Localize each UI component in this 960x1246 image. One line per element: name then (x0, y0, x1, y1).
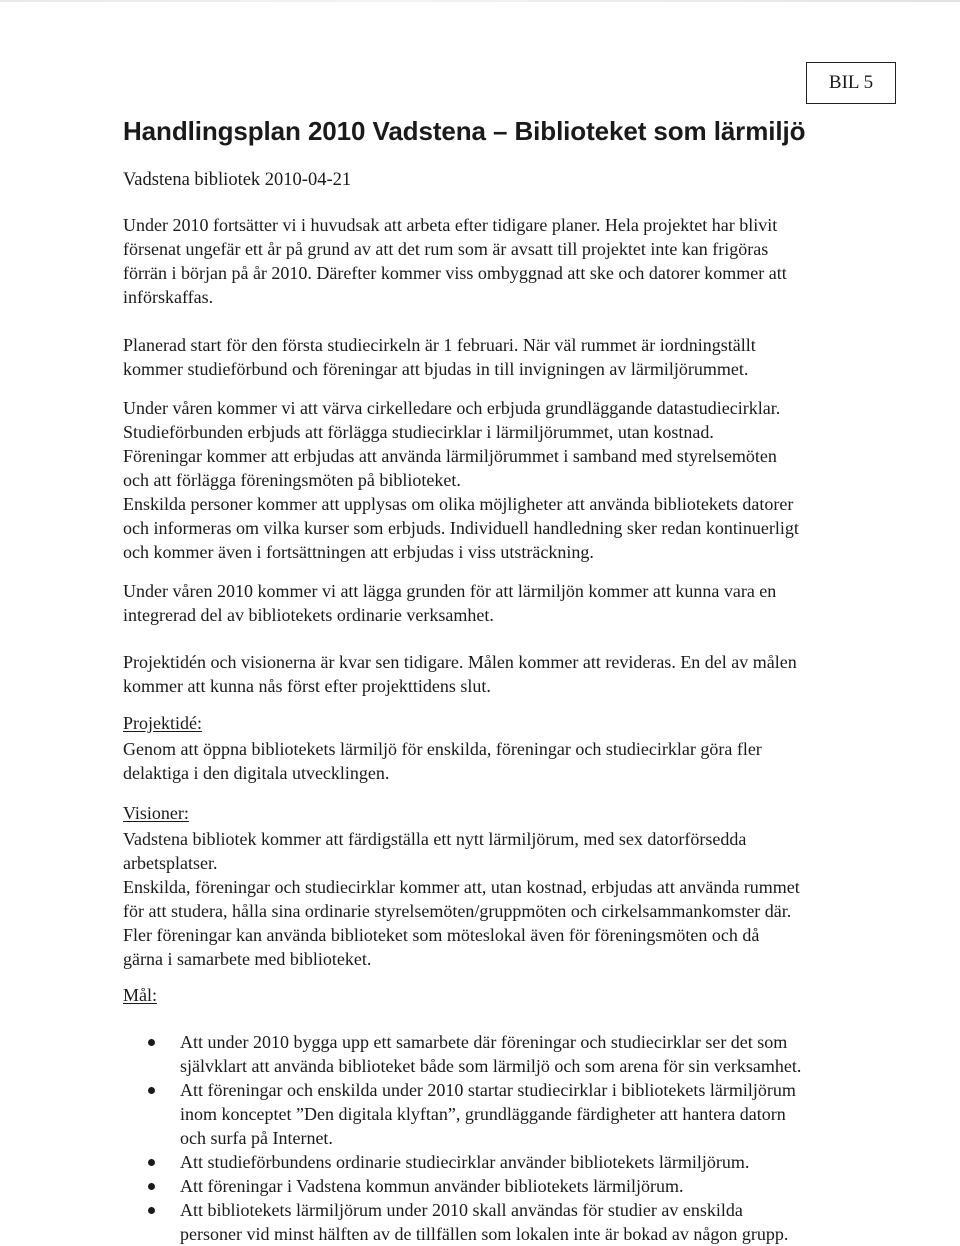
bullet-icon (148, 1159, 155, 1166)
text-line: Studieförbunden erbjuds att förlägga studiecirklar i lärmiljörummet, utan kostnad. (123, 422, 714, 442)
text-line: Att föreningar i Vadstena kommun använder bibliotekets lärmiljörum. (180, 1176, 684, 1196)
text-line: personer vid minst hälften av de tillfällen som lokalen inte är bokad av någon grupp. (180, 1224, 789, 1244)
text-line: försenat ungefär ett år på grund av att det rum som är avsatt till projektet inte kan frigöras (123, 239, 769, 259)
text-line: delaktiga i den digitala utvecklingen. (123, 763, 390, 783)
text-line: Att studieförbundens ordinarie studiecirklar använder bibliotekets lärmiljörum. (180, 1152, 750, 1172)
text-line: och att förlägga föreningsmöten på biblioteket. (123, 470, 461, 490)
goal-item (148, 1078, 801, 1150)
goal-item (148, 1198, 801, 1246)
text-line: självklart att använda biblioteket både som lärmiljö och som arena för sin verksamhet. (180, 1056, 802, 1076)
text-line: för att studera, hålla sina ordinarie styrelsemöten/gruppmöten och cirkelsammankomster där. (123, 901, 792, 921)
goal-item (148, 1174, 801, 1198)
text-line: Enskilda, föreningar och studiecirklar kommer att, utan kostnad, erbjudas att använda rummet (123, 877, 800, 897)
paragraph-visioner (123, 827, 883, 971)
goal-item (148, 1150, 801, 1174)
text-line: integrerad del av bibliotekets ordinarie verksamhet. (123, 605, 494, 625)
text-line: och informeras om vilka kurser som erbjuds. Individuell handledning sker redan kontinuerligt (123, 518, 799, 538)
text-line: inom konceptet ”Den digitala klyftan”, grundläggande färdigheter att hantera datorn (180, 1104, 786, 1124)
attachment-badge-label: BIL 5 (828, 72, 874, 93)
paragraph-start (123, 333, 883, 381)
paragraph-projektide (123, 737, 883, 785)
heading-mal: Mål: (123, 985, 157, 1005)
text-line: Under våren 2010 kommer vi att lägga grunden för att lärmiljön kommer att kunna vara en (123, 581, 777, 601)
text-line: Att föreningar och enskilda under 2010 startar studiecirklar i bibliotekets lärmiljörum (180, 1080, 796, 1100)
text-line: och surfa på Internet. (180, 1128, 333, 1148)
dateline: Vadstena bibliotek 2010-04-21 (123, 170, 352, 190)
paragraph-intro (123, 213, 883, 309)
text-line: förrän i början på år 2010. Därefter kommer viss ombyggnad att ske och datorer kommer att (123, 263, 787, 283)
scan-edge (0, 0, 960, 2)
text-line: Projektidén och visionerna är kvar sen tidigare. Målen kommer att revideras. En del av målen (123, 652, 797, 672)
goals-list (148, 1030, 801, 1246)
text-line: och kommer även i fortsättningen att erbjudas i viss utsträckning. (123, 542, 594, 562)
text-line: införskaffas. (123, 287, 214, 307)
bullet-icon (148, 1207, 155, 1214)
text-line: Att under 2010 bygga upp ett samarbete där föreningar och studiecirklar ser det som (180, 1032, 788, 1052)
text-line: Fler föreningar kan använda biblioteket som möteslokal även för föreningsmöten och då (123, 925, 760, 945)
text-line: arbetsplatser. (123, 853, 218, 873)
text-line: Planerad start för den första studiecirkeln är 1 februari. När väl rummet är iordningställt (123, 335, 756, 355)
bullet-icon (148, 1183, 155, 1190)
document-title: Handlingsplan 2010 Vadstena – Biblioteket som lärmiljö (123, 116, 806, 146)
bullet-icon (148, 1039, 155, 1046)
text-line: Enskilda personer kommer att upplysas om olika möjligheter att använda bibliotekets datorer (123, 494, 794, 514)
text-line: gärna i samarbete med biblioteket. (123, 949, 372, 969)
text-line: kommer studieförbund och föreningar att bjudas in till invigningen av lärmiljörummet. (123, 359, 749, 379)
text-line: Vadstena bibliotek kommer att färdigställa ett nytt lärmiljörum, med sex datorförsedda (123, 829, 747, 849)
attachment-badge (806, 62, 896, 104)
text-line: Att bibliotekets lärmiljörum under 2010 skall användas för studier av enskilda (180, 1200, 743, 1220)
goal-item (148, 1030, 801, 1078)
paragraph-revision (123, 650, 883, 698)
paragraph-spring-plans (123, 396, 883, 564)
text-line: Under våren kommer vi att värva cirkelledare och erbjuda grundläggande datastudiecirklar. (123, 398, 781, 418)
text-line: Under 2010 fortsätter vi i huvudsak att arbeta efter tidigare planer. Hela projektet har blivit (123, 215, 778, 235)
paragraph-foundation (123, 579, 883, 627)
text-line: Genom att öppna bibliotekets lärmiljö för enskilda, föreningar och studiecirklar göra fler (123, 739, 762, 759)
heading-visioner: Visioner: (123, 803, 189, 823)
text-line: kommer att kunna nås först efter projekttidens slut. (123, 676, 491, 696)
heading-projektide: Projektidé: (123, 713, 202, 733)
text-line: Föreningar kommer att erbjudas att använda lärmiljörummet i samband med styrelsemöten (123, 446, 777, 466)
bullet-icon (148, 1087, 155, 1094)
